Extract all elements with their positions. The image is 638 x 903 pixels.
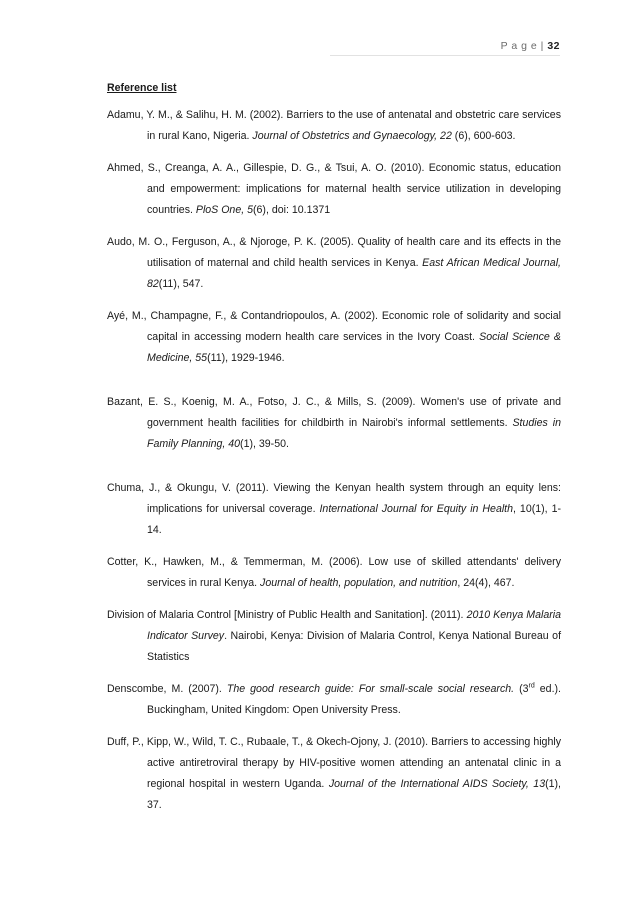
reference-source: PloS One, 5	[195, 204, 253, 216]
reference-text: (6), 600-603.	[451, 130, 516, 142]
page-label: P a g e	[500, 40, 538, 52]
reference-text: , 10(1), 1-14.	[147, 503, 561, 536]
reference-entry-audo	[107, 232, 561, 295]
reference-entry-chuma	[107, 478, 561, 541]
reference-source: Studies in Family Planning, 40	[147, 417, 561, 450]
reference-text: Chuma, J., & Okungu, V. (2011). Viewing the Kenyan health system through an equity lens: implications for universal coverage.	[107, 482, 561, 515]
page-separator: |	[540, 40, 544, 52]
reference-text: (11), 1929-1946.	[207, 352, 285, 364]
reference-entry-division-malaria	[107, 605, 561, 668]
reference-source: Journal of health, population, and nutrition	[260, 577, 458, 589]
reference-list-heading: Reference list	[107, 82, 177, 94]
reference-text: Bazant, E. S., Koenig, M. A., Fotso, J. C., & Mills, S. (2009). Women's use of private and government health facilities for childbirth in Nairobi's informal settlements.	[107, 396, 561, 429]
reference-text: (1), 37.	[147, 778, 561, 811]
header-divider	[330, 55, 560, 56]
reference-text: . Nairobi, Kenya: Division of Malaria Control, Kenya National Bureau of Statistics	[147, 630, 562, 663]
reference-entry-bazant	[107, 392, 561, 455]
reference-entry-cotter	[107, 552, 561, 594]
reference-text: Cotter, K., Hawken, M., & Temmerman, M. (2006). Low use of skilled attendants' delivery services in rural Kenya.	[107, 556, 561, 589]
reference-entry-denscombe	[107, 679, 561, 721]
reference-text: Denscombe, M. (2007).	[107, 683, 227, 695]
reference-text: ed.). Buckingham, United Kingdom: Open University Press.	[147, 683, 561, 716]
reference-source: 2010 Kenya Malaria Indicator Survey	[147, 609, 562, 642]
reference-text: , 24(4), 467.	[457, 577, 515, 589]
reference-entry-ahmed	[107, 158, 561, 221]
reference-source: Social Science & Medicine, 55	[147, 331, 561, 364]
reference-entry-duff	[107, 732, 561, 816]
reference-text: Adamu, Y. M., & Salihu, H. M. (2002). Barriers to the use of antenatal and obstetric care services in rural Kano, Nigeria.	[107, 109, 561, 142]
reference-source: East African Medical Journal, 82	[147, 257, 561, 290]
reference-source: The good research guide: For small-scale social research.	[226, 683, 515, 695]
reference-list	[107, 78, 561, 827]
page-number: 32	[547, 40, 560, 52]
reference-text: Ayé, M., Champagne, F., & Contandriopoulos, A. (2002). Economic role of solidarity and social capital in accessing modern health care services in the Ivory Coast.	[107, 310, 561, 343]
page-header	[501, 40, 560, 52]
reference-text: (3	[514, 683, 529, 695]
reference-text: Ahmed, S., Creanga, A. A., Gillespie, D. G., & Tsui, A. O. (2010). Economic status, education and empowerment: implications for maternal health service utilization in developing countries.	[107, 162, 561, 216]
reference-text: Duff, P., Kipp, W., Wild, T. C., Rubaale, T., & Okech-Ojony, J. (2010). Barriers to accessing highly active antiretroviral therapy by HIV-positive women attending an antenatal clinic in a regional hospital in western Uganda.	[107, 736, 561, 790]
edition-superscript: rd	[528, 682, 535, 690]
reference-text: (6), doi: 10.1371	[253, 204, 331, 216]
reference-text: (11), 547.	[158, 278, 204, 290]
reference-text: Audo, M. O., Ferguson, A., & Njoroge, P. K. (2005). Quality of health care and its effects in the utilisation of maternal and child health services in Kenya.	[107, 236, 561, 269]
reference-source: Journal of Obstetrics and Gynaecology, 22	[252, 130, 452, 142]
reference-text: (1), 39-50.	[240, 438, 289, 450]
reference-text: Division of Malaria Control [Ministry of Public Health and Sanitation]. (2011).	[107, 609, 467, 621]
reference-source: International Journal for Equity in Health	[319, 503, 514, 515]
reference-source: Journal of the International AIDS Society, 13	[328, 778, 546, 790]
reference-entry-adamu	[107, 105, 561, 147]
reference-entry-aye	[107, 306, 561, 369]
